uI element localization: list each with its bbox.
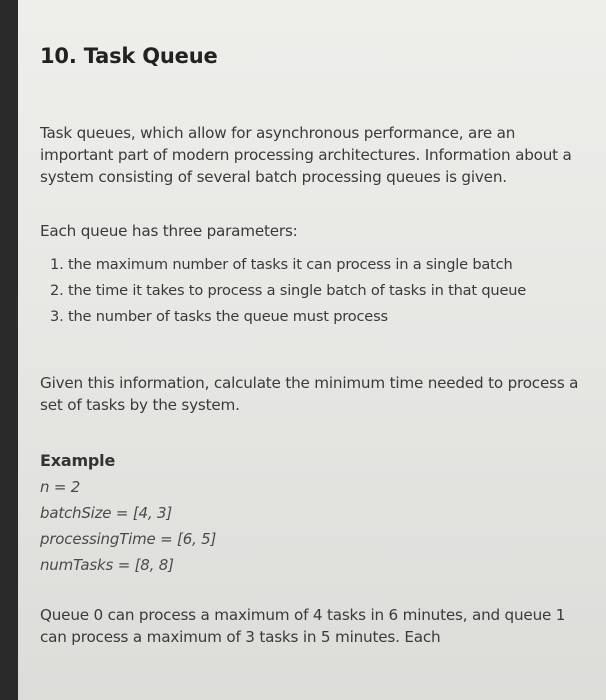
- parameters-list: [50, 252, 580, 330]
- explanation-paragraph: Queue 0 can process a maximum of 4 tasks in 6 minutes, and queue 1 can process a maximum of 3 tasks in 5 minutes. Each: [40, 606, 566, 646]
- example-line-n: n = 2: [40, 478, 81, 496]
- left-edge-bar: [0, 0, 18, 700]
- example-heading: Example: [40, 451, 116, 470]
- list-item: 3. the number of tasks the queue must process: [50, 308, 388, 325]
- example-line-processingtime: processingTime = [6, 5]: [40, 530, 217, 548]
- example-line-batchsize: batchSize = [4, 3]: [40, 504, 172, 522]
- params-heading: Each queue has three parameters:: [40, 222, 298, 240]
- problem-statement: [40, 38, 580, 680]
- example-line-numtasks: numTasks = [8, 8]: [40, 556, 174, 574]
- task-paragraph: Given this information, calculate the minimum time needed to process a set of tasks by the system.: [40, 374, 579, 414]
- page-title: 10. Task Queue: [40, 44, 218, 68]
- list-item: 1. the maximum number of tasks it can process in a single batch: [50, 256, 513, 273]
- intro-paragraph: Task queues, which allow for asynchronous performance, are an important part of modern processing architectures. Information about a system consisting of several batch processing queues is given.: [40, 124, 572, 186]
- list-item: 2. the time it takes to process a single batch of tasks in that queue: [50, 282, 527, 299]
